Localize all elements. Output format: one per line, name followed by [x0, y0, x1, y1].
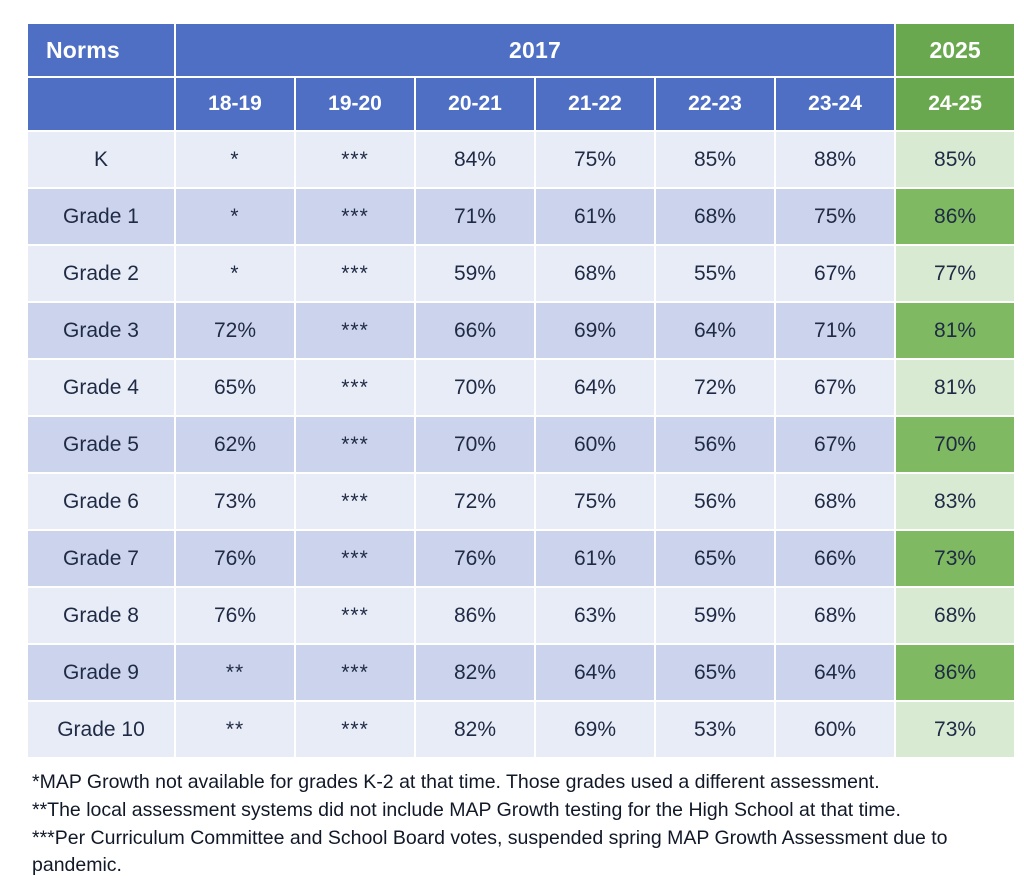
column-header-19-20: 19-20	[296, 78, 414, 130]
table-row	[28, 360, 1014, 415]
cell-grade-7-20-21: 76%	[416, 531, 534, 586]
cell-grade-3-21-22: 69%	[536, 303, 654, 358]
cell-grade-10-22-23: 53%	[656, 702, 774, 757]
table-row	[28, 303, 1014, 358]
cell-grade-7-21-22: 61%	[536, 531, 654, 586]
cell-grade-1-20-21: 71%	[416, 189, 534, 244]
table-row	[28, 531, 1014, 586]
cell-grade-4-18-19: 65%	[176, 360, 294, 415]
cell-grade-10-19-20: ***	[296, 702, 414, 757]
table-body	[28, 132, 1014, 757]
cell-grade-6-19-20: ***	[296, 474, 414, 529]
cell-grade-1-19-20: ***	[296, 189, 414, 244]
cell-grade-8-23-24: 68%	[776, 588, 894, 643]
column-header-23-24: 23-24	[776, 78, 894, 130]
column-header-20-21: 20-21	[416, 78, 534, 130]
cell-grade-3-23-24: 71%	[776, 303, 894, 358]
cell-grade-9-23-24: 64%	[776, 645, 894, 700]
table-row	[28, 417, 1014, 472]
cell-grade-7-23-24: 66%	[776, 531, 894, 586]
cell-grade-7-24-25: 73%	[896, 531, 1014, 586]
cell-k-24-25: 85%	[896, 132, 1014, 187]
row-label-grade-9: Grade 9	[28, 645, 174, 700]
footnotes	[26, 769, 998, 879]
cell-grade-3-22-23: 64%	[656, 303, 774, 358]
cell-grade-5-22-23: 56%	[656, 417, 774, 472]
cell-grade-7-22-23: 65%	[656, 531, 774, 586]
cell-grade-4-20-21: 70%	[416, 360, 534, 415]
table-header	[28, 24, 1014, 130]
cell-grade-6-20-21: 72%	[416, 474, 534, 529]
cell-grade-1-23-24: 75%	[776, 189, 894, 244]
column-header-row	[28, 78, 1014, 130]
footnote-3: ***Per Curriculum Committee and School Board votes, suspended spring MAP Growth Assessment due to pandemic.	[32, 826, 948, 876]
cell-grade-10-23-24: 60%	[776, 702, 894, 757]
column-header-21-22: 21-22	[536, 78, 654, 130]
row-label-grade-5: Grade 5	[28, 417, 174, 472]
cell-grade-8-24-25: 68%	[896, 588, 1014, 643]
cell-grade-9-24-25: 86%	[896, 645, 1014, 700]
cell-grade-8-18-19: 76%	[176, 588, 294, 643]
column-header-blank	[28, 78, 174, 130]
cell-grade-6-18-19: 73%	[176, 474, 294, 529]
cell-grade-4-24-25: 81%	[896, 360, 1014, 415]
table-row	[28, 702, 1014, 757]
table-row	[28, 588, 1014, 643]
group-header-2025: 2025	[896, 24, 1014, 76]
cell-grade-5-19-20: ***	[296, 417, 414, 472]
cell-grade-5-23-24: 67%	[776, 417, 894, 472]
row-label-grade-6: Grade 6	[28, 474, 174, 529]
cell-grade-3-20-21: 66%	[416, 303, 534, 358]
row-label-grade-7: Grade 7	[28, 531, 174, 586]
cell-k-20-21: 84%	[416, 132, 534, 187]
cell-grade-4-22-23: 72%	[656, 360, 774, 415]
cell-grade-9-20-21: 82%	[416, 645, 534, 700]
cell-grade-6-24-25: 83%	[896, 474, 1014, 529]
row-label-grade-3: Grade 3	[28, 303, 174, 358]
cell-grade-10-24-25: 73%	[896, 702, 1014, 757]
group-header-row	[28, 24, 1014, 76]
table-row	[28, 474, 1014, 529]
cell-grade-5-20-21: 70%	[416, 417, 534, 472]
row-label-grade-10: Grade 10	[28, 702, 174, 757]
cell-grade-2-22-23: 55%	[656, 246, 774, 301]
cell-grade-3-18-19: 72%	[176, 303, 294, 358]
column-header-24-25: 24-25	[896, 78, 1014, 130]
table-row	[28, 132, 1014, 187]
footnote-1: *MAP Growth not available for grades K-2 at that time. Those grades used a different assessment.	[32, 771, 880, 793]
cell-grade-5-18-19: 62%	[176, 417, 294, 472]
cell-grade-2-24-25: 77%	[896, 246, 1014, 301]
table-row	[28, 246, 1014, 301]
cell-grade-8-19-20: ***	[296, 588, 414, 643]
cell-grade-6-22-23: 56%	[656, 474, 774, 529]
row-label-grade-2: Grade 2	[28, 246, 174, 301]
cell-grade-3-24-25: 81%	[896, 303, 1014, 358]
cell-grade-5-24-25: 70%	[896, 417, 1014, 472]
cell-grade-8-21-22: 63%	[536, 588, 654, 643]
cell-grade-4-23-24: 67%	[776, 360, 894, 415]
cell-grade-6-23-24: 68%	[776, 474, 894, 529]
cell-grade-4-19-20: ***	[296, 360, 414, 415]
cell-grade-4-21-22: 64%	[536, 360, 654, 415]
cell-grade-2-20-21: 59%	[416, 246, 534, 301]
cell-k-19-20: ***	[296, 132, 414, 187]
row-label-grade-8: Grade 8	[28, 588, 174, 643]
cell-grade-7-19-20: ***	[296, 531, 414, 586]
cell-grade-8-22-23: 59%	[656, 588, 774, 643]
cell-grade-1-21-22: 61%	[536, 189, 654, 244]
cell-k-18-19: *	[176, 132, 294, 187]
cell-grade-10-21-22: 69%	[536, 702, 654, 757]
cell-grade-7-18-19: 76%	[176, 531, 294, 586]
cell-grade-10-18-19: **	[176, 702, 294, 757]
cell-grade-5-21-22: 60%	[536, 417, 654, 472]
cell-grade-9-19-20: ***	[296, 645, 414, 700]
corner-label: Norms	[28, 24, 174, 76]
row-label-grade-4: Grade 4	[28, 360, 174, 415]
cell-grade-9-18-19: **	[176, 645, 294, 700]
cell-grade-9-22-23: 65%	[656, 645, 774, 700]
column-header-22-23: 22-23	[656, 78, 774, 130]
cell-grade-1-22-23: 68%	[656, 189, 774, 244]
cell-k-22-23: 85%	[656, 132, 774, 187]
cell-k-23-24: 88%	[776, 132, 894, 187]
column-header-18-19: 18-19	[176, 78, 294, 130]
cell-grade-2-21-22: 68%	[536, 246, 654, 301]
table-row	[28, 645, 1014, 700]
cell-grade-8-20-21: 86%	[416, 588, 534, 643]
group-header-2017: 2017	[176, 24, 894, 76]
table-row	[28, 189, 1014, 244]
cell-grade-10-20-21: 82%	[416, 702, 534, 757]
cell-grade-2-19-20: ***	[296, 246, 414, 301]
norms-table	[26, 22, 1016, 759]
cell-grade-1-18-19: *	[176, 189, 294, 244]
cell-grade-9-21-22: 64%	[536, 645, 654, 700]
cell-grade-6-21-22: 75%	[536, 474, 654, 529]
cell-grade-2-23-24: 67%	[776, 246, 894, 301]
row-label-grade-1: Grade 1	[28, 189, 174, 244]
cell-grade-1-24-25: 86%	[896, 189, 1014, 244]
cell-grade-3-19-20: ***	[296, 303, 414, 358]
footnote-2: **The local assessment systems did not include MAP Growth testing for the High School at that time.	[32, 798, 901, 821]
row-label-k: K	[28, 132, 174, 187]
cell-grade-2-18-19: *	[176, 246, 294, 301]
cell-k-21-22: 75%	[536, 132, 654, 187]
